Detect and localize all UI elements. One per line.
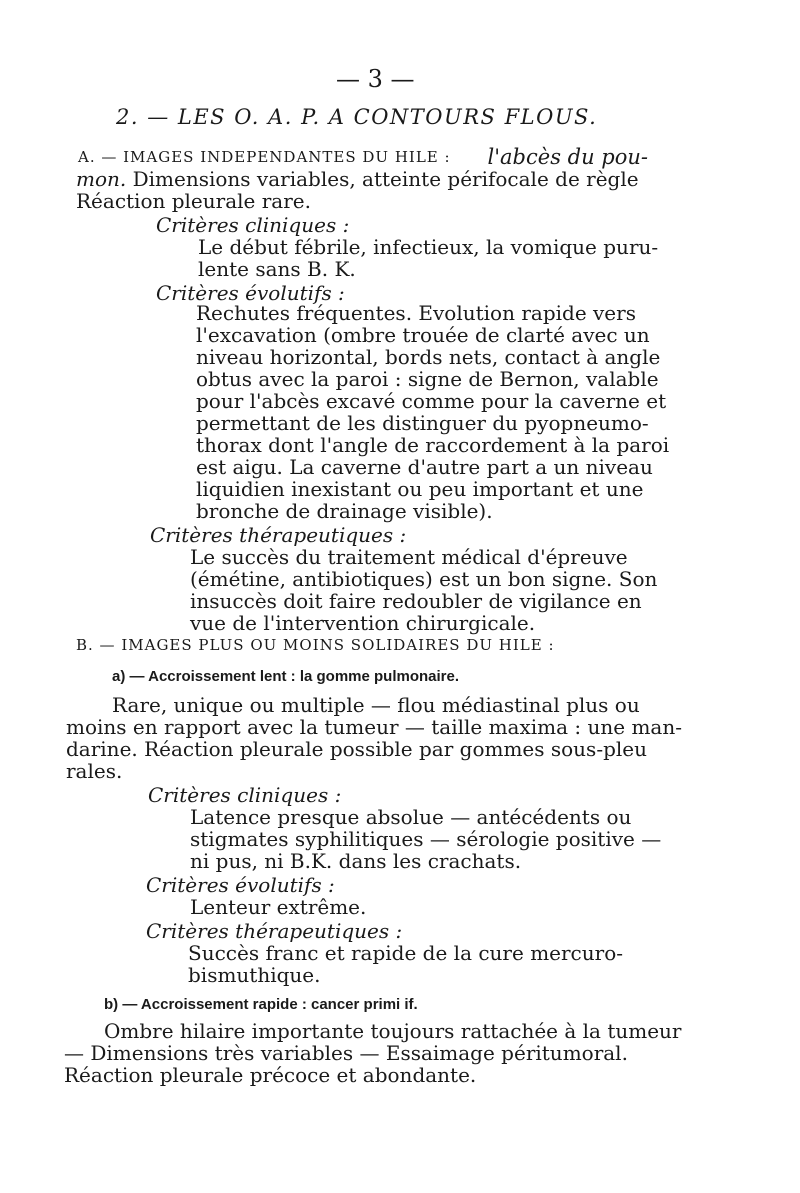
- section-a-crit-evol-line: Rechutes fréquentes. Evolution rapide vers: [196, 301, 636, 325]
- section-a-crit-ther-line: insuccès doit faire redoubler de vigilance en: [190, 589, 642, 613]
- section-a-heading: [78, 146, 648, 168]
- section-a-line-2-italic: mon.: [76, 167, 127, 191]
- section-a-crit-evol-line: permettant de les distinguer du pyopneumo-: [196, 411, 649, 435]
- section-a-crit-evol-line: bronche de drainage visible).: [196, 499, 493, 523]
- section-a-crit-evol-label: Critères évolutifs :: [156, 281, 345, 305]
- section-b-sub-b-para-line: Ombre hilaire importante toujours rattachée à la tumeur: [104, 1019, 682, 1043]
- section-a-crit-ther-line: (émétine, antibiotiques) est un bon signe. Son: [190, 567, 658, 591]
- section-b-crit-clin-line: Latence presque absolue — antécédents ou: [190, 805, 632, 829]
- section-a-crit-ther-line: Le succès du traitement médical d'épreuve: [190, 545, 628, 569]
- section-a-crit-evol-line: liquidien inexistant ou peu important et une: [196, 477, 644, 501]
- section-a-line-2: [76, 168, 648, 190]
- section-a-crit-evol-line: niveau horizontal, bords nets, contact à angle: [196, 345, 661, 369]
- section-a-crit-evol-line: l'excavation (ombre trouée de clarté avec un: [196, 323, 650, 347]
- section-b-sub-b-heading: b) — Accroissement rapide : cancer primi if.: [104, 996, 418, 1013]
- section-b-crit-clin-label: Critères cliniques :: [148, 783, 342, 807]
- section-b-crit-evol-line: Lenteur extrême.: [190, 895, 367, 919]
- section-b-crit-evol-label: Critères évolutifs :: [146, 873, 335, 897]
- page-number: — 3 —: [336, 65, 415, 93]
- section-a-crit-clin-line: lente sans B. K.: [198, 257, 356, 281]
- section-b-sub-a-heading: a) — Accroissement lent : la gomme pulmonaire.: [112, 668, 460, 685]
- section-b-sub-a-para-line: moins en rapport avec la tumeur — taille maxima : une man-: [66, 715, 682, 739]
- section-a-crit-ther-line: vue de l'intervention chirurgicale.: [190, 611, 536, 635]
- section-b-crit-ther-line: Succès franc et rapide de la cure mercuro-: [188, 941, 623, 965]
- section-b-sub-a-para-line: Rare, unique ou multiple — flou médiastinal plus ou: [112, 693, 640, 717]
- section-a-crit-evol-line: thorax dont l'angle de raccordement à la paroi: [196, 433, 670, 457]
- section-b-crit-clin-line: stigmates syphilitiques — sérologie positive —: [190, 827, 662, 851]
- section-b-sub-b-para-line: Réaction pleurale précoce et abondante.: [64, 1063, 477, 1087]
- section-a-crit-clin-label: Critères cliniques :: [156, 213, 350, 237]
- section-a-heading-caps: A. — IMAGES INDEPENDANTES DU HILE :: [78, 148, 451, 166]
- section-a-crit-evol-line: pour l'abcès excavé comme pour la caverne et: [196, 389, 667, 413]
- section-a-line-3: Réaction pleurale rare.: [76, 189, 311, 213]
- section-b-sub-a-para-line: rales.: [66, 759, 123, 783]
- section-title: 2. — LES O. A. P. A CONTOURS FLOUS.: [116, 105, 598, 129]
- section-a-crit-clin-line: Le début fébrile, infectieux, la vomique puru-: [198, 235, 659, 259]
- section-a-heading-italic: l'abcès du pou-: [487, 145, 648, 169]
- section-b-sub-a-para-line: darine. Réaction pleurale possible par gommes sous-pleu: [66, 737, 647, 761]
- section-a-crit-evol-line: est aigu. La caverne d'autre part a un niveau: [196, 455, 653, 479]
- section-a-crit-ther-label: Critères thérapeutiques :: [150, 523, 407, 547]
- section-b-heading: B. — IMAGES PLUS OU MOINS SOLIDAIRES DU HILE :: [76, 636, 555, 654]
- section-b-crit-ther-line: bismuthique.: [188, 963, 321, 987]
- section-b-crit-clin-line: ni pus, ni B.K. dans les crachats.: [190, 849, 522, 873]
- section-b-sub-b-para-line: — Dimensions très variables — Essaimage péritumoral.: [64, 1041, 628, 1065]
- section-a-line-2-rest: Dimensions variables, atteinte périfocale de règle: [132, 167, 639, 191]
- section-a-crit-evol-line: obtus avec la paroi : signe de Bernon, valable: [196, 367, 659, 391]
- section-b-crit-ther-label: Critères thérapeutiques :: [146, 919, 403, 943]
